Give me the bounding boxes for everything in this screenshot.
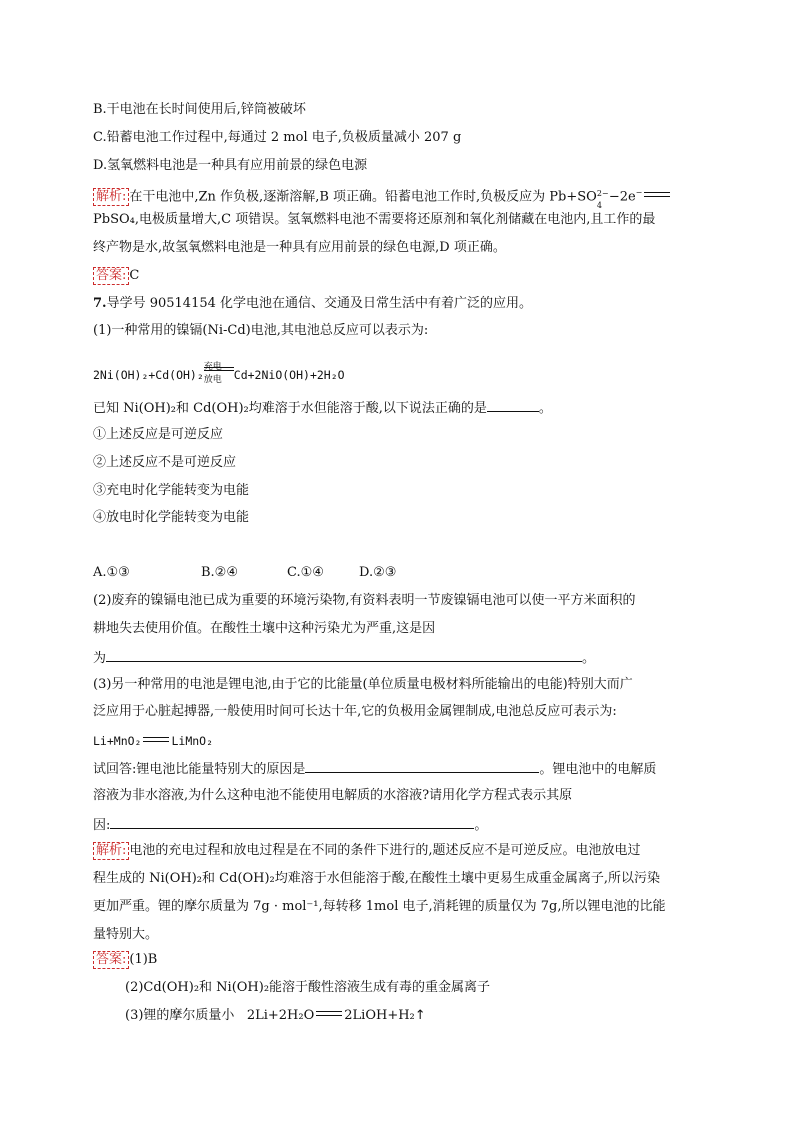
- q7-analysis-text-1: 电池的充电过程和放电过程是在不同的条件下进行的,题述反应不是可逆反应。电池放电过: [129, 843, 641, 858]
- q7-stem-line: [93, 295, 532, 313]
- q7-part2-period: 。: [582, 651, 596, 666]
- q7-eq-left: 2Ni(OH)₂+Cd(OH)₂: [93, 368, 204, 382]
- q7-part3-q3-end: 。: [474, 818, 488, 833]
- q6-analysis-sub: 4: [596, 200, 602, 210]
- q7-part3-line-1: (3)另一种常用的电池是锂电池,由于它的比能量(单位质量电极材料所能输出的电能)特别大而广: [93, 677, 633, 692]
- q6-option-c: C.铅蓄电池工作过程中,每通过 2 mol 电子,负极质量减小 207 g: [93, 130, 462, 145]
- q7-answer-1: (1)B: [129, 952, 158, 967]
- q6-analysis-line-3: 终产物是水,故氢氧燃料电池是一种具有应用前景的绿色电源,D 项正确。: [93, 240, 506, 255]
- reversible-arrow-icon: [203, 361, 234, 385]
- q7-part2-line-1: (2)废弃的镍镉电池已成为重要的环境污染物,有资料表明一节废镍镉电池可以使一平方米面积的: [93, 593, 636, 608]
- q7-answer-line: [93, 951, 157, 969]
- q6-answer-tag: 答案:: [93, 267, 129, 285]
- q7-part3-reason-blank[interactable]: [305, 759, 539, 773]
- q7-reaction-equation: [93, 361, 345, 385]
- q7-part1-answer-blank[interactable]: [487, 398, 539, 412]
- q7-part3-equation: [93, 732, 213, 750]
- q7-part3-q1-end: 。锂电池中的电解质: [539, 762, 657, 777]
- q6-option-d: D.氢氧燃料电池是一种具有应用前景的绿色电源: [93, 158, 368, 173]
- q7-analysis-line-1: [93, 842, 641, 860]
- equals-sign-icon: [316, 1011, 342, 1016]
- q7-stem: 导学号 90514154 化学电池在通信、交通及日常生活中有着广泛的应用。: [106, 296, 533, 311]
- q6-analysis-line-2: PbSO₄,电极质量增大,C 项错误。氢氧燃料电池不需要将还原剂和氧化剂储藏在电池内,且工作的最: [93, 212, 656, 227]
- q7-part1-period: 。: [538, 401, 552, 416]
- q7-statement-1: ①上述反应是可逆反应: [93, 427, 224, 442]
- q7-part3-q3-text: 因:: [93, 818, 111, 833]
- q6-analysis-line-1: [93, 184, 672, 210]
- q7-part3-eq-left: Li+MnO₂: [93, 734, 142, 748]
- q7-choice-b: B.②④: [201, 565, 238, 580]
- q7-answer-3: [125, 1007, 426, 1025]
- equals-sign-icon: [143, 737, 169, 742]
- q7-statement-3: ③充电时化学能转变为电能: [93, 483, 250, 498]
- q7-answer-tag: 答案:: [93, 951, 129, 969]
- eq-label-discharge: 放电: [203, 374, 222, 385]
- q6-analysis-text-1b: −2e: [608, 189, 636, 205]
- q7-answer-3-eq-left: 2Li+2H₂O: [246, 1008, 315, 1023]
- q7-choice-c: C.①④: [287, 565, 324, 580]
- q6-answer-value: C: [129, 268, 140, 283]
- q7-statement-4: ④放电时化学能转变为电能: [93, 510, 250, 525]
- q7-choices: [93, 564, 396, 582]
- q7-answer-3-eq-right: 2LiOH+H₂: [344, 1008, 415, 1023]
- q7-choice-d: D.②③: [359, 565, 397, 580]
- q7-number: 7.: [93, 296, 107, 311]
- q6-analysis-e-sup: −: [635, 188, 643, 197]
- q7-statement-2: ②上述反应不是可逆反应: [93, 455, 237, 470]
- q6-analysis-text-1a: 在干电池中,Zn 作负极,逐渐溶解,B 项正确。铅蓄电池工作时,负极反应为 Pb+SO: [129, 189, 597, 205]
- gas-arrow-up-icon: ↑: [414, 1008, 426, 1023]
- q7-answer-3-text: (3)锂的摩尔质量小: [125, 1008, 235, 1023]
- q7-part1-intro: (1)一种常用的镍镉(Ni-Cd)电池,其电池总反应可以表示为:: [93, 323, 429, 338]
- eq-label-charge: 充电: [203, 361, 222, 372]
- q7-part3-question-2: 溶液为非水溶液,为什么这种电池不能使用电解质的水溶液?请用化学方程式表示其原: [93, 788, 573, 803]
- q6-analysis-tag: 解析:: [93, 188, 129, 206]
- q7-answer-2: (2)Cd(OH)₂和 Ni(OH)₂能溶于酸性溶液生成有毒的重金属离子: [125, 980, 491, 995]
- equals-sign-icon: [644, 192, 670, 197]
- q7-analysis-line-4: 量特别大。: [93, 927, 159, 942]
- q7-analysis-tag: 解析:: [93, 842, 129, 860]
- q7-part3-equation-blank[interactable]: [110, 815, 474, 829]
- q7-part2-line-3: [93, 648, 595, 668]
- q6-answer-line: [93, 267, 139, 285]
- q6-option-b: B.干电池在长时间使用后,锌筒被破坏: [93, 102, 306, 117]
- q7-part2-line-2: 耕地失去使用价值。在酸性土壤中这种污染尤为严重,这是因: [93, 621, 436, 636]
- q7-part3-question-3: [93, 815, 487, 835]
- q6-analysis-sup: 2−: [596, 188, 609, 198]
- q7-part3-q1-text: 试回答:锂电池比能量特别大的原因是: [93, 762, 306, 777]
- q7-choice-a: A.①③: [93, 565, 130, 580]
- q7-analysis-line-3: 更加严重。锂的摩尔质量为 7g · mol⁻¹,每转移 1mol 电子,消耗锂的质量仅为 7g,所以锂电池的比能: [93, 899, 666, 914]
- q7-part2-wei: 为: [93, 651, 107, 666]
- q7-analysis-line-2: 程生成的 Ni(OH)₂和 Cd(OH)₂均难溶于水但能溶于酸,在酸性土壤中更易生成重金属离子,所以污染: [93, 871, 661, 886]
- q7-part1-known: [93, 398, 552, 418]
- q7-part1-known-text: 已知 Ni(OH)₂和 Cd(OH)₂均难溶于水但能溶于酸,以下说法正确的是: [93, 401, 487, 416]
- q7-part3-eq-right: LiMnO₂: [171, 734, 214, 748]
- q7-part3-line-2: 泛应用于心脏起搏器,一般使用时间可长达十年,它的负极用金属锂制成,电池总反应可表示为:: [93, 704, 617, 719]
- q7-part3-question-1: [93, 759, 656, 779]
- q7-part2-answer-blank[interactable]: [106, 648, 582, 662]
- q7-eq-right: Cd+2NiO(OH)+2H₂O: [233, 368, 345, 382]
